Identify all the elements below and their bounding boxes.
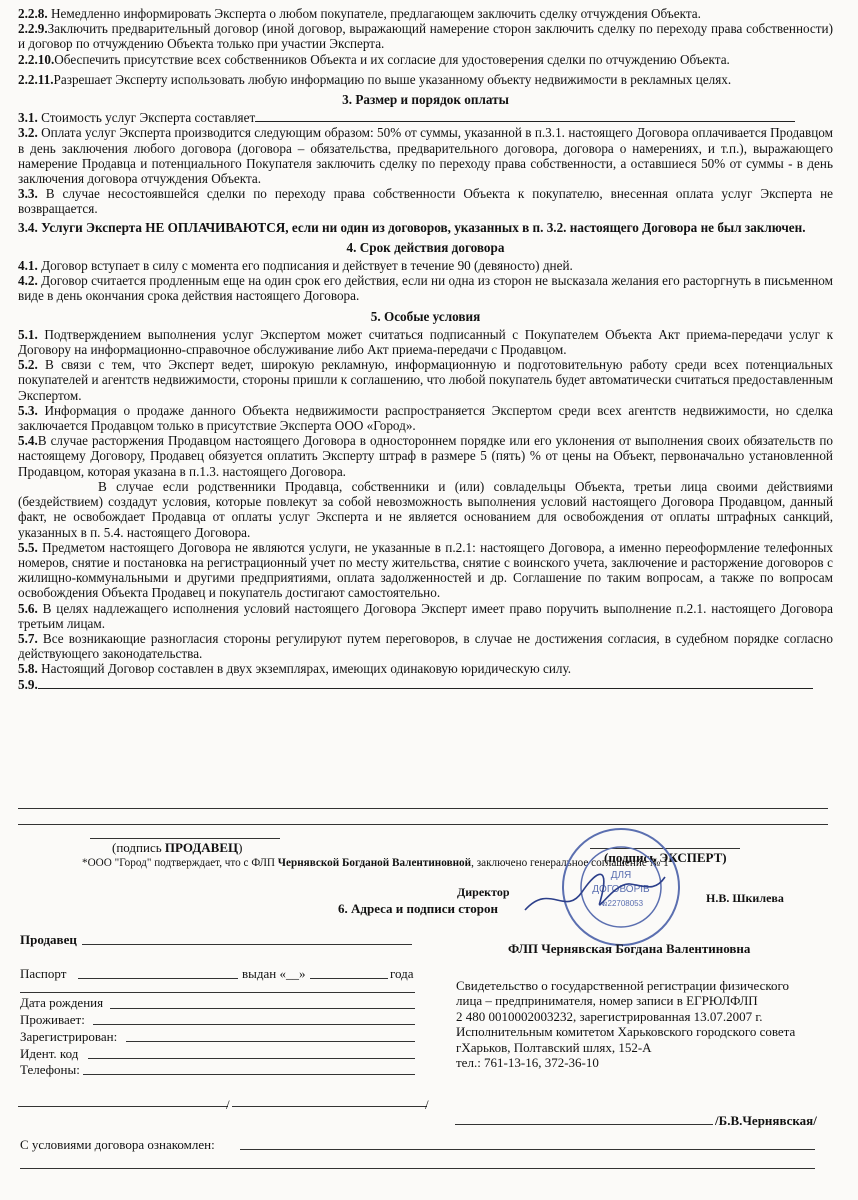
acquainted-field[interactable] — [240, 1149, 815, 1150]
clause-3-4: 3.4. Услуги Эксперта НЕ ОПЛАЧИВАЮТСЯ, если ни один из договоров, указанных в п. 3.2. настоящего Договора не был заключен. — [18, 219, 806, 235]
signature-stroke — [525, 874, 665, 910]
clause-5-6: 5.6. В целях надлежащего исполнения условий настоящего Договора Эксперт имеет право поручить выполнение п.2.1. настоящего Договора третьим лицам. — [18, 600, 833, 631]
phones-label: Телефоны: — [20, 1062, 80, 1077]
lives-label: Проживает: — [20, 1012, 85, 1027]
passport-extra-line[interactable] — [20, 992, 415, 993]
phones-field[interactable] — [83, 1074, 415, 1075]
expert-detail-line: 2 480 0010002003232, зарегистрированная 13.07.2007 г. — [456, 1008, 763, 1024]
birth-date-label: Дата рождения — [20, 995, 104, 1010]
clause-4-1: 4.1. Договор вступает в силу с момента его подписания и действует в течение 90 (девяносто) дней. — [18, 258, 573, 274]
expert-sign-name: /Б.В.Чернявская/ — [715, 1113, 817, 1128]
blank-line — [18, 824, 828, 825]
contract-body — [18, 6, 833, 692]
seller-name-field[interactable] — [232, 1106, 427, 1107]
passport-label: Паспорт — [20, 966, 67, 981]
ident-code-field[interactable] — [88, 1058, 415, 1059]
expert-name: ФЛП Чернявская Богдана Валентиновна — [508, 941, 751, 956]
section-5-heading: 5. Особые условия — [370, 308, 481, 324]
expert-detail-line: Свидетельство о государственной регистрации физического — [456, 978, 790, 993]
seller-signature-line — [90, 838, 280, 839]
director-handwritten-signature — [520, 862, 670, 922]
stamp-top-text: ДЛЯ — [610, 870, 632, 881]
clause-5-4: 5.4.В случае расторжения Продавцом настоящего Договора в одностороннем порядке или его уклонения от выполнения своих обязательств по настоящему Договору, Продавец обязуется оплатить Эксперту штраф в размере 5 (пять) % от цены на Объект, первоначально установленной Продавцом, которая указана в п.1.3. настоящего Договора. — [18, 433, 833, 479]
expert-detail-line: лица – предпринимателя, номер записи в ЕГРЮЛФЛП — [456, 993, 758, 1009]
registered-field[interactable] — [126, 1041, 415, 1042]
clause-2-2-8: 2.2.8. Немедленно информировать Эксперта о любом покупателе, предлагающем заключить сделку отчуждения Объекта. — [18, 6, 701, 21]
ident-code-label: Идент. код — [20, 1046, 79, 1061]
general-agreement-note: *ООО "Город" подтверждает, что с ФЛП Чернявской Богданой Валентиновной, заключено генеральное соглашение № 1 — [82, 857, 669, 869]
expert-detail-line: тел.: 761-13-16, 372-36-10 — [456, 1055, 599, 1071]
expert-signature-field[interactable] — [455, 1124, 713, 1125]
expert-detail-line: Исполнительным комитетом Харьковского городского совета — [456, 1024, 796, 1040]
contract-page: 2.2.8. Немедленно информировать Эксперта о любом покупателе, предлагающем заключить сделку отчуждения Объекта. 2.2.9.Заключить предварительный договор (иной договор, выражающий намерение сторон заключить сделку по переходу права собственности) и договор по отчуждению Объекта только при участии Эксперта. 2.2.10.Обеспечить присутствие всех собственников Объекта и их согласие для удостоверения сделки по отчуждению Объекта. 2.2.11.Разрешает Эксперту использовать любую информацию по выше указанному объекту недвижимости в рекламных целях. 3. Размер и порядок оплаты 3.1. Стоимость услуг Эксперта составляет 3.2. Оплата услуг Эксперта производится следующим образом: 50% от суммы, указанной в п.3.1. настоящего Договора оплачивается Продавцом в день заключения любого договора (договора – обязательства, предварительного договора, договора о намерениях, и т.п.), выражающего намерение Продавца и потенциального Покупателя заключить сделку по переходу права собственности, а оставшиеся 50% от суммы - в день заключения договора отчуждения Объекта. 3.3. В случае несостоявшейся сделки по переходу права собственности Объекта к покупателю, внесенная оплата услуг Эксперта не возвращается. 3.4. Услуги Эксперта НЕ ОПЛАЧИВАЮТСЯ, если ни один из договоров, указанных в п. 3.2. настоящего Договора не был заключен. 4. Срок действия договора 4.1. Договор вступает в силу с момента его подписания и действует в течение 90 (девяносто) дней. 4.2. Договор считается продленным еще на один срок его действия, если ни одна из сторон не высказала желания его расторгнуть в письменном виде в день окончания срока действия настоящего Договора. 5. Особые условия 5.1. Подтверждением выполнения услуг Экспертом может считаться подписанный с Покупателем Объекта Акт приема-передачи услуг к Договору на информационно-справочное обслуживание либо Акт приема-передачи с Продавцом. 5.2. В связи с тем, что Эксперт ведет, широкую рекламную, информационную и подготовительную работу среди всех потенциальных покупателей и агентств недвижимости, стороны пришли к соглашению, что любой покупатель будет автоматически считаться предоставленным Экспертом. 5.3. Информация о продаже данного Объекта недвижимости распространяется Экспертом среди всех агентств недвижимости, но сделка заключается Продавцом только в присутствие Эксперта ООО «Город». 5.4.В случае расторжения Продавцом настоящего Договора в одностороннем порядке или его уклонения от выполнения своих обязательств по настоящему Договору, Продавец обязуется оплатить Эксперту штраф в размере 5 (пять) % от цены на Объект, первоначально установленной Продавцом, которая указана в п.1.3. настоящего Договора. В случае если родственники Продавца, собственники и (или) совладельцы Объекта, третьи лица своими действиями (бездействием) создадут условия, которые повлекут за собой невозможность выполнения условий настоящего Договора Продавцом, данный факт, не освобождает Продавца от оплаты услуг Эксперта и не является основанием для освобождения от оплаты штрафных санкций, указанных в п. 5.4. настоящего Договора. 5.5. Предметом настоящего Договора не являются услуги, не указанные в п.2.1: настоящего Договора, а именно переоформление телефонных номеров, снятие и постановка на регистрационный учет по месту жительства, снятие с воинского учета, заключение и расторжение договоров с жилищно-коммунальными и другими предприятиями, оплата задолженностей и др. Соглашение по таким вопросам, а также по вопросам освобождения Объекта Продавец и покупатель достигают самостоятельно. 5.6. В целях надлежащего исполнения условий настоящего Договора Эксперт имеет право поручить выполнение п.2.1. настоящего Договора третьим лицам. 5.7. Все возникающие разногласия стороны регулируют путем переговоров, в случае не достижения согласия, в судебном порядке согласно действующего законодательства. 5.8. Настоящий Договор составлен в двух экземплярах, имеющих одинаковую юридическую силу. 5.9. (подпись ПРОДАВЕЦ) (подпись ЭКСПЕРТ) *ООО "Город" подтверждает, что с ФЛП Чернявской Богданой Валентиновной, заключено генеральное соглашение № 1 Директор Н.В. Шкилева 6. Адреса и подписи сторон ДЛЯ ДОГОВОРІВ №22708053 Продавец Паспорт выдан «__» года Дата рождения Проживает: Зарегистрирован: Идент. код Телефоны: / / ФЛП Чернявская Богдана Валентиновна Свидетельство о государственной регистрации физического лица – предпринимателя, номер записи в ЕГРЮЛФЛП 2 480 0010002003232, зарегистрированная 13.07.2007 г. Исполнительным комитетом Харьковского городского совета гХарьков, Полтавский шлях, 152-А тел.: 761-13-16, 372-36-10 /Б.В.Чернявская/ С условиями договора ознакомлен: — [0, 0, 858, 1200]
registered-label: Зарегистрирован: — [20, 1029, 118, 1044]
stamp-number: №22708053 — [598, 899, 644, 908]
seller-label: Продавец — [20, 932, 77, 947]
seller-signature-caption: (подпись ПРОДАВЕЦ) — [112, 840, 243, 855]
clause-2-2-9: 2.2.9.Заключить предварительный договор (иной договор, выражающий намерение сторон заключить сделку по переходу права собственности) и договор по отчуждению Объекта только при участии Эксперта. — [18, 21, 833, 52]
expert-detail-line: гХарьков, Полтавский шлях, 152-А — [456, 1039, 652, 1055]
birth-date-field[interactable] — [110, 1008, 415, 1009]
expert-signature-caption: (подпись ЭКСПЕРТ) — [604, 850, 727, 865]
cost-blank-line — [255, 110, 795, 122]
year-label: года — [390, 966, 414, 981]
section-3-heading: 3. Размер и порядок оплаты — [342, 92, 509, 108]
issued-date-field[interactable] — [310, 978, 388, 979]
stamp-mid-text: ДОГОВОРІВ — [592, 884, 650, 895]
passport-field[interactable] — [78, 978, 238, 979]
director-label: Директор — [457, 885, 510, 899]
lives-field[interactable] — [93, 1024, 415, 1025]
director-name: Н.В. Шкилева — [706, 891, 784, 905]
acquainted-extra-line[interactable] — [20, 1168, 815, 1169]
section-4-heading: 4. Срок действия договора — [346, 239, 505, 255]
clause-5-9-line — [38, 677, 813, 689]
clause-5-7: 5.7. Все возникающие разногласия стороны регулируют путем переговоров, в случае не достижения согласия, в судебном порядке согласно действующего законодательства. — [18, 630, 833, 662]
section-6-heading: 6. Адреса и подписи сторон — [338, 901, 498, 916]
clause-3-3: 3.3. В случае несостоявшейся сделки по переходу права собственности Объекта к покупателю, внесенная оплата услуг Эксперта не возвращается. — [18, 186, 833, 217]
clause-2-2-11: 2.2.11.Разрешает Эксперту использовать любую информацию по выше указанному объекту недвижимости в рекламных целях. — [18, 71, 732, 87]
clause-5-1: 5.1. Подтверждением выполнения услуг Экспертом может считаться подписанный с Покупателем Объекта Акт приема-передачи услуг к Договору на информационно-справочное обслуживание либо Акт приема-передачи с Продавцом. — [18, 326, 833, 358]
acquainted-label: С условиями договора ознакомлен: — [20, 1137, 215, 1152]
blank-line — [18, 808, 828, 809]
clause-2-2-10: 2.2.10.Обеспечить присутствие всех собственников Объекта и их согласие для удостоверения сделки по отчуждению Объекта. — [18, 51, 730, 67]
clause-5-2: 5.2. В связи с тем, что Эксперт ведет, широкую рекламную, информационную и подготовительную работу среди всех потенциальных покупателей и агентств недвижимости, стороны пришли к соглашению, что любой покупатель будет автоматически считаться предоставленным Экспертом. — [18, 357, 833, 403]
clause-5-4-continued: В случае если родственники Продавца, собственники и (или) совладельцы Объекта, третьи лица своими действиями (бездействием) создадут условия, которые повлекут за собой невозможность выполнения условий настоящего Договора Продавцом, данный факт, не освобождает Продавца от оплаты услуг Эксперта и не является основанием для освобождения от оплаты штрафных санкций, указанных в п. 5.4. настоящего Договора. — [18, 478, 833, 540]
clause-3-1: 3.1. Стоимость услуг Эксперта составляет — [18, 110, 833, 125]
clause-5-5: 5.5. Предметом настоящего Договора не являются услуги, не указанные в п.2.1: настоящего Договора, а именно переоформление телефонных номеров, снятие и постановка на регистрационный учет по месту жительства, снятие с воинского учета, заключение и расторжение договоров с жилищно-коммунальными и другими предприятиями, оплата задолженностей и др. Соглашение по таким вопросам, а также по вопросам освобождения Объекта Продавец и покупатель достигают самостоятельно. — [18, 539, 833, 601]
issued-label: выдан «__» — [242, 966, 306, 981]
clause-3-2: 3.2. Оплата услуг Эксперта производится следующим образом: 50% от суммы, указанной в п.3.1. настоящего Договора оплачивается Продавцом в день заключения любого договора (договора – обязательства, предварительного договора, договора о намерениях, и т.п.), выражающего намерение Продавца и потенциального Покупателя заключить сделку по переходу права собственности, а оставшиеся 50% от суммы - в день заключения договора отчуждения Объекта. — [18, 125, 833, 187]
seller-name-line[interactable] — [82, 944, 412, 945]
clause-5-3: 5.3. Информация о продаже данного Объекта недвижимости распространяется Экспертом среди всех агентств недвижимости, но сделка заключается Продавцом только в присутствие Эксперта ООО «Город». — [18, 402, 833, 434]
clause-5-8: 5.8. Настоящий Договор составлен в двух экземплярах, имеющих одинаковую юридическую силу. — [18, 661, 572, 677]
clause-4-2: 4.2. Договор считается продленным еще на один срок его действия, если ни одна из сторон не высказала желания его расторгнуть в письменном виде в день окончания срока действия настоящего Договора. — [18, 273, 833, 304]
clause-5-9: 5.9. — [18, 677, 833, 692]
seller-signature-field[interactable] — [18, 1106, 228, 1107]
expert-details — [456, 978, 795, 1070]
